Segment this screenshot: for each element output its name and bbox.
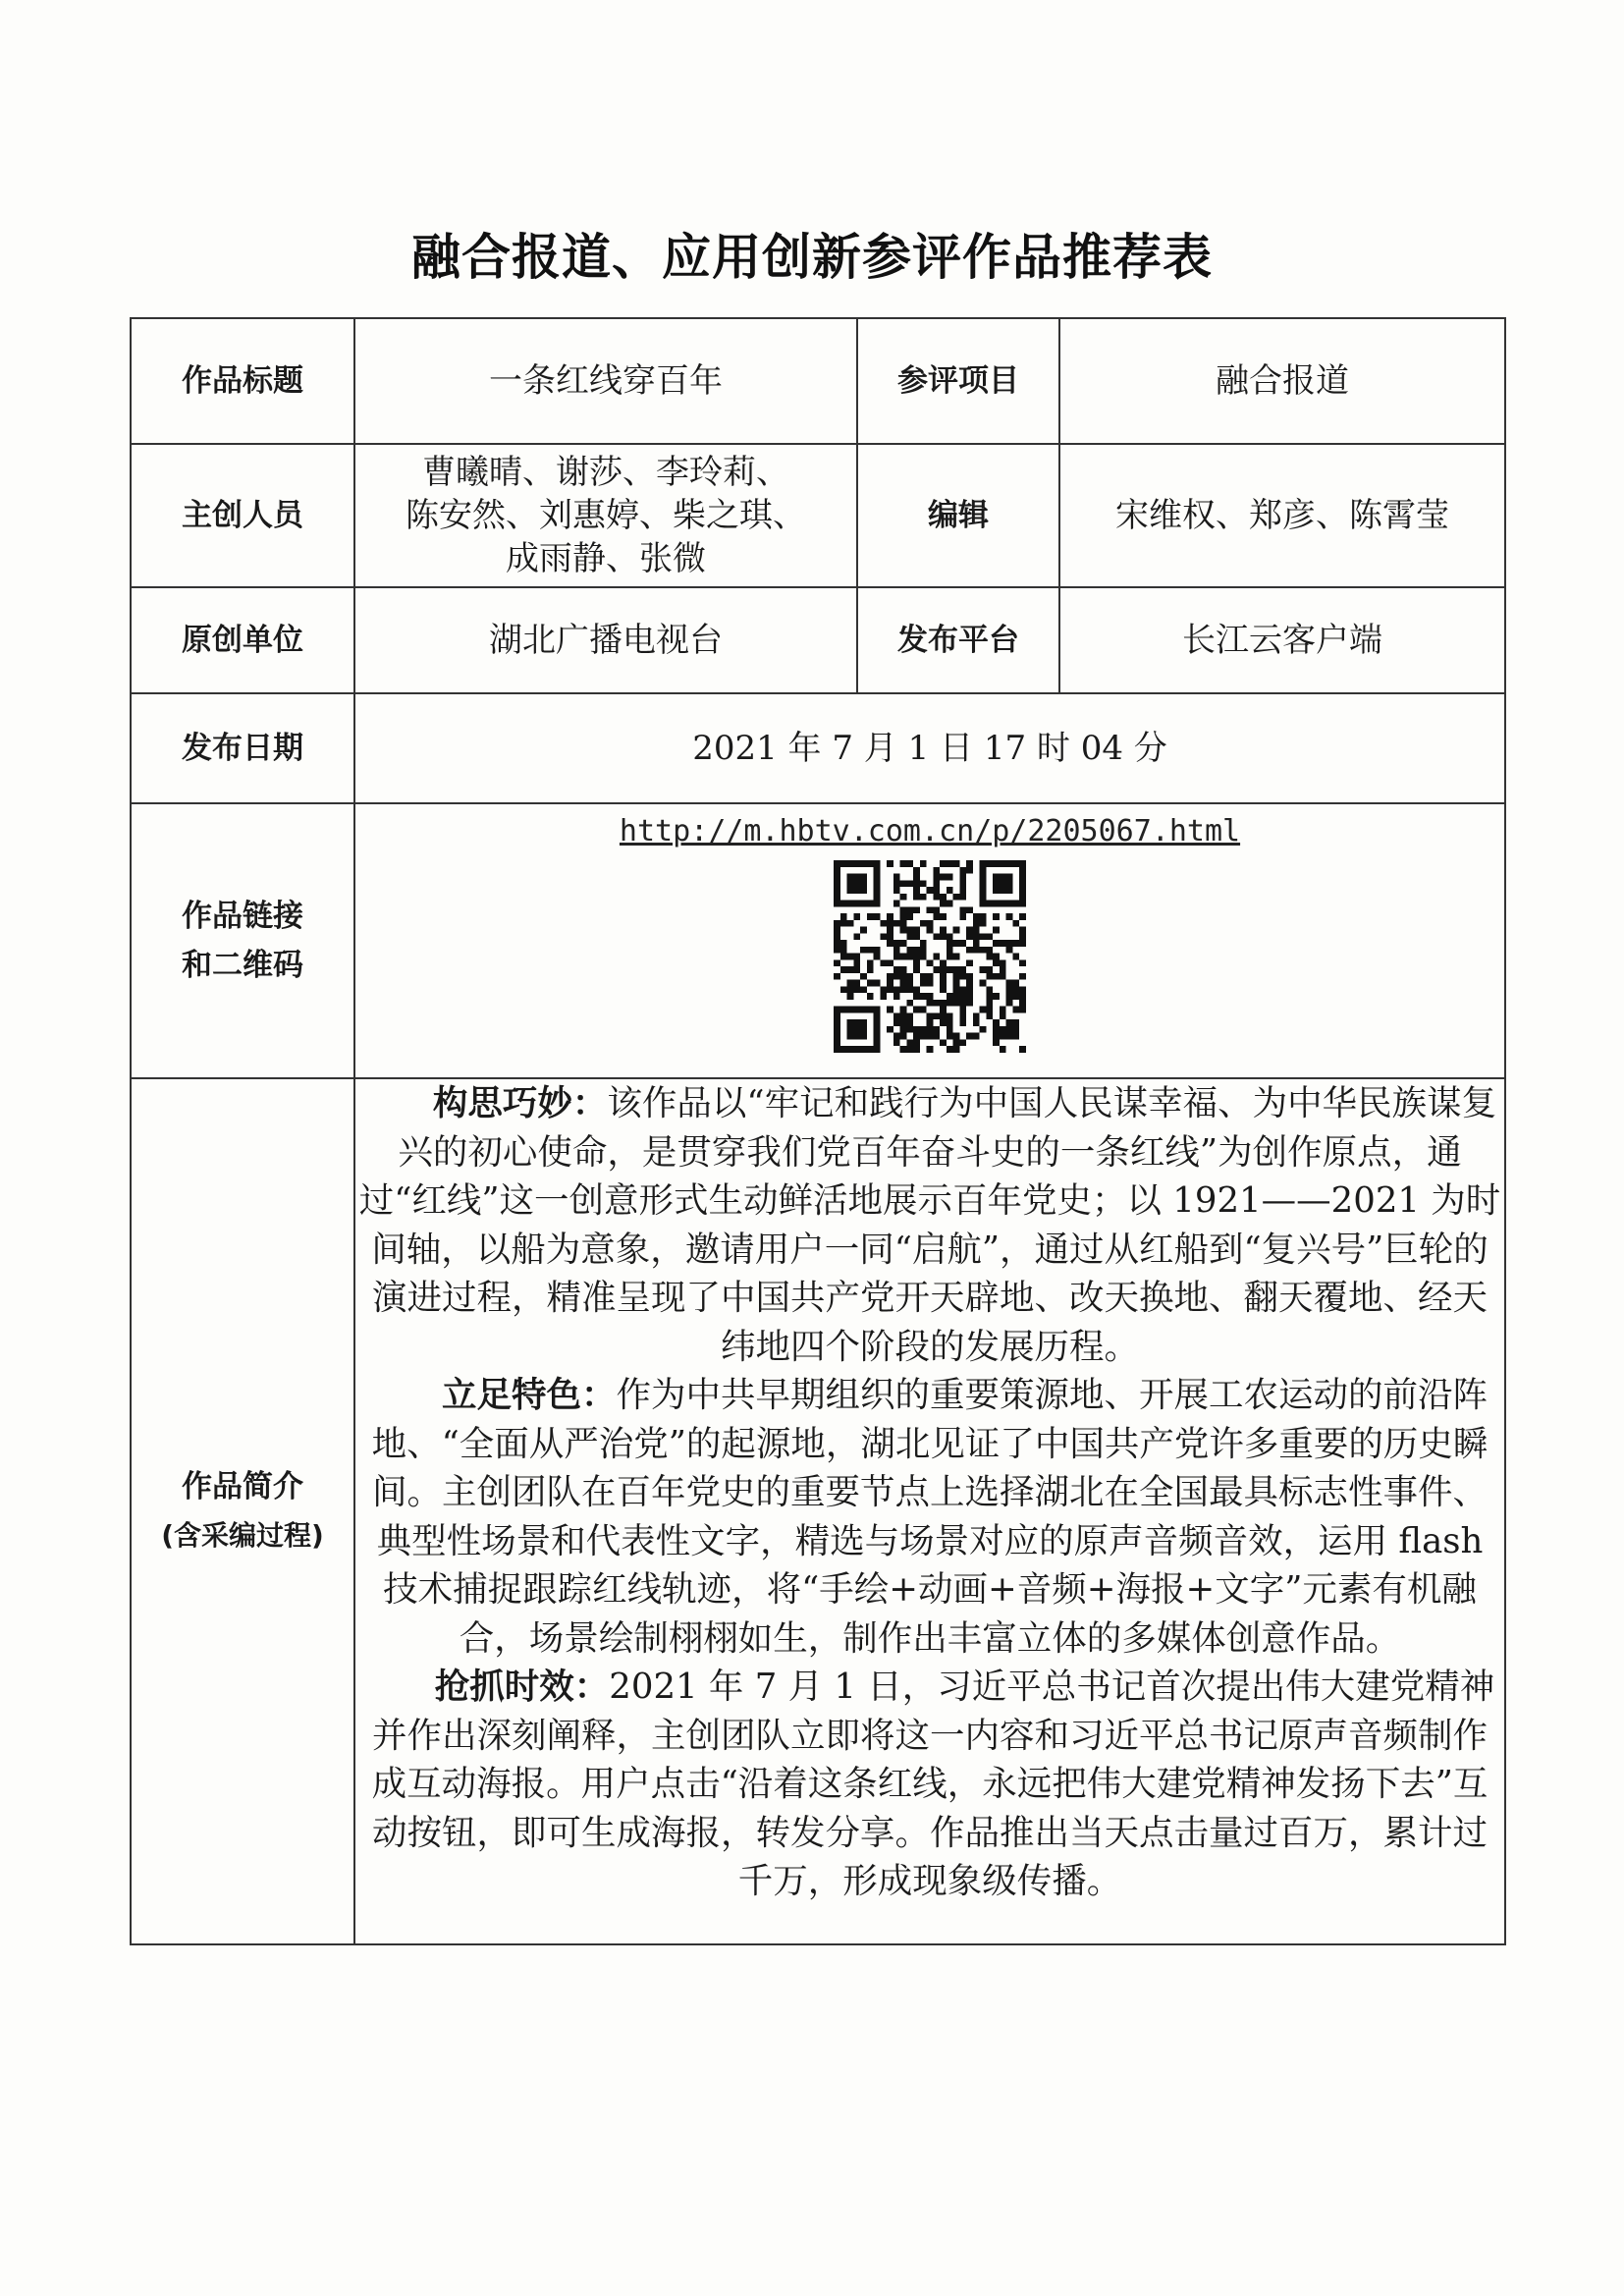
creators-line: 陈安然、刘惠婷、柴之琪、: [406, 496, 806, 535]
intro-heading: 立足特色：: [441, 1375, 617, 1415]
intro-heading: 构思巧妙：: [432, 1083, 608, 1123]
creators-label: 主创人员: [131, 444, 354, 587]
category-label: 参评项目: [857, 318, 1059, 444]
editor-label: 编辑: [857, 444, 1059, 587]
row-date: [131, 693, 1505, 803]
intro-label-sub: (含采编过程): [161, 1519, 324, 1552]
date-label: 发布日期: [131, 693, 354, 803]
row-intro: [131, 1078, 1505, 1944]
unit-value: 湖北广播电视台: [354, 587, 857, 693]
intro-body: 作为中共早期组织的重要策源地、开展工农运动的前沿阵地、“全面从严治党”的起源地，湖北见证了中国共产党许多重要的历史瞬间。主创团队在百年党史的重要节点上选择湖北在全国最具标志性事件、典型性场景和代表性文字，精选与场景对应的原声音频音效，运用 flash 技术捕捉跟踪红线轨迹，将“手绘+动画+音频+海报+文字”元素有机融合，场景绘制栩栩如生，制作出丰富立体的多媒体创意作品。: [371, 1375, 1489, 1659]
work-title-label: 作品标题: [131, 318, 354, 444]
intro-text: [354, 1078, 1505, 1944]
row-creators: [131, 444, 1505, 587]
intro-body: 2021 年 7 月 1 日，习近平总书记首次提出伟大建党精神并作出深刻阐释，主创团队立即将这一内容和习近平总书记原声音频制作成互动海报。用户点击“沿着这条红线，永远把伟大建党精神发扬下去”互动按钮，即可生成海报，转发分享。作品推出当天点击量过百万，累计过千万，形成现象级传播。: [371, 1667, 1495, 1901]
row-unit: [131, 587, 1505, 693]
platform-value: 长江云客户端: [1059, 587, 1505, 693]
work-title-value: 一条红线穿百年: [354, 318, 857, 444]
row-work-title: [131, 318, 1505, 444]
link-label-line: 作品链接: [182, 899, 303, 934]
intro-label: [131, 1078, 354, 1944]
page-title: 融合报道、应用创新参评作品推荐表: [411, 229, 1213, 286]
intro-label-line: 作品简介: [182, 1469, 303, 1504]
qr-code[interactable]: [834, 860, 1026, 1053]
intro-paragraph: [355, 1371, 1504, 1663]
work-url-link[interactable]: http://m.hbtv.com.cn/p/2205067.html: [619, 814, 1241, 848]
creators-value: [354, 444, 857, 587]
intro-paragraph: [355, 1663, 1504, 1906]
intro-paragraph: [355, 1079, 1504, 1371]
intro-body: 该作品以“牢记和践行为中国人民谋幸福、为中华民族谋复兴的初心使命，是贯穿我们党百年奋斗史的一条红线”为创作原点，通过“红线”这一创意形式生动鲜活地展示百年党史；以 1921——2021 为时间轴，以船为意象，邀请用户一同“启航”，通过从红船到“复兴号”巨轮的演进过程，精准呈现了中国共产党开天辟地、改天换地、翻天覆地、经天纬地四个阶段的发展历程。: [358, 1083, 1501, 1367]
date-value: 2021 年 7 月 1 日 17 时 04 分: [354, 693, 1505, 803]
category-value: 融合报道: [1059, 318, 1505, 444]
creators-line: 成雨静、张微: [506, 539, 706, 578]
link-label-line: 和二维码: [182, 948, 303, 983]
link-cell: [354, 803, 1505, 1078]
platform-label: 发布平台: [857, 587, 1059, 693]
link-label: [131, 803, 354, 1078]
intro-heading: 抢抓时效：: [434, 1667, 610, 1707]
creators-line: 曹曦晴、谢莎、李玲莉、: [422, 453, 789, 492]
recommendation-form-table: [130, 317, 1506, 1945]
unit-label: 原创单位: [131, 587, 354, 693]
row-link: [131, 803, 1505, 1078]
editor-value: 宋维权、郑彦、陈霄莹: [1059, 444, 1505, 587]
